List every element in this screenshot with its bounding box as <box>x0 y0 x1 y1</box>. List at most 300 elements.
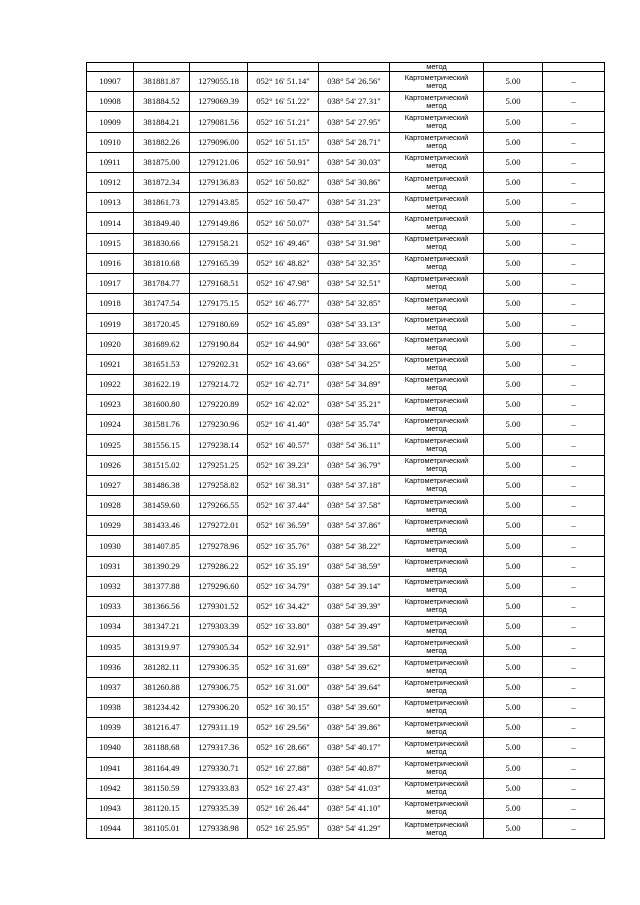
coord-y-cell: 1279251.25 <box>190 455 248 475</box>
coord-x-cell: 381188.68 <box>134 738 190 758</box>
longitude-cell: 038° 54' 39.62" <box>319 657 390 677</box>
coord-y-cell: 1279175.15 <box>190 294 248 314</box>
point-number-cell: 10909 <box>87 112 134 132</box>
method-cell: Картометрический метод <box>390 657 484 677</box>
note-cell: – <box>543 213 605 233</box>
coord-y-cell: 1279296.60 <box>190 576 248 596</box>
table-row <box>87 596 605 616</box>
coord-y-cell: 1279096.00 <box>190 132 248 152</box>
coord-x-cell: 381390.29 <box>134 556 190 576</box>
table-row <box>87 536 605 556</box>
coord-y-cell: 1279303.39 <box>190 617 248 637</box>
point-number-cell: 10917 <box>87 273 134 293</box>
latitude-cell: 052° 16' 51.14" <box>248 72 319 92</box>
method-cell: Картометрический метод <box>390 677 484 697</box>
note-cell: – <box>543 273 605 293</box>
latitude-cell: 052° 16' 26.44" <box>248 798 319 818</box>
accuracy-cell: 5.00 <box>484 395 543 415</box>
table-row <box>87 193 605 213</box>
coord-x-cell: 381884.52 <box>134 92 190 112</box>
table-row <box>87 697 605 717</box>
latitude-cell: 052° 16' 42.71" <box>248 374 319 394</box>
accuracy-cell: 5.00 <box>484 132 543 152</box>
coord-x-cell: 381581.76 <box>134 415 190 435</box>
table-row <box>87 273 605 293</box>
point-number-cell: 10919 <box>87 314 134 334</box>
accuracy-cell: 5.00 <box>484 354 543 374</box>
table-row <box>87 556 605 576</box>
table-row <box>87 778 605 798</box>
coord-x-cell: 381600.80 <box>134 395 190 415</box>
table-row <box>87 314 605 334</box>
latitude-cell: 052° 16' 35.76" <box>248 536 319 556</box>
accuracy-cell: 5.00 <box>484 294 543 314</box>
note-cell: – <box>543 778 605 798</box>
note-cell: – <box>543 677 605 697</box>
point-number-cell: 10943 <box>87 798 134 818</box>
method-cell: Картометрический метод <box>390 556 484 576</box>
note-cell: – <box>543 435 605 455</box>
coord-y-cell: 1279338.98 <box>190 818 248 838</box>
latitude-cell: 052° 16' 35.19" <box>248 556 319 576</box>
coord-x-cell: 381881.87 <box>134 72 190 92</box>
longitude-cell: 038° 54' 27.95" <box>319 112 390 132</box>
longitude-cell: 038° 54' 33.13" <box>319 314 390 334</box>
longitude-cell: 038° 54' 41.10" <box>319 798 390 818</box>
accuracy-cell: 5.00 <box>484 455 543 475</box>
longitude-cell: 038° 54' 31.54" <box>319 213 390 233</box>
longitude-cell: 038° 54' 33.66" <box>319 334 390 354</box>
point-number-cell: 10925 <box>87 435 134 455</box>
table-row <box>87 152 605 172</box>
latitude-cell: 052° 16' 49.46" <box>248 233 319 253</box>
coord-y-cell: 1279333.83 <box>190 778 248 798</box>
longitude-cell: 038° 54' 38.22" <box>319 536 390 556</box>
longitude-cell: 038° 54' 28.71" <box>319 132 390 152</box>
coord-y-cell: 1279069.39 <box>190 92 248 112</box>
accuracy-cell: 5.00 <box>484 818 543 838</box>
coordinates-table <box>86 62 605 839</box>
point-number-cell: 10939 <box>87 718 134 738</box>
note-cell: – <box>543 818 605 838</box>
method-cell: Картометрический метод <box>390 334 484 354</box>
latitude-cell: 052° 16' 43.66" <box>248 354 319 374</box>
table-row <box>87 374 605 394</box>
coord-x-cell: 381875.00 <box>134 152 190 172</box>
note-cell: – <box>543 758 605 778</box>
note-cell: – <box>543 798 605 818</box>
note-cell: – <box>543 738 605 758</box>
note-cell: – <box>543 314 605 334</box>
coord-x-cell: 381164.49 <box>134 758 190 778</box>
coord-y-cell: 1279121.06 <box>190 152 248 172</box>
accuracy-cell: 5.00 <box>484 516 543 536</box>
coord-x-cell: 381830.66 <box>134 233 190 253</box>
accuracy-cell: 5.00 <box>484 637 543 657</box>
method-cell: Картометрический метод <box>390 495 484 515</box>
coord-y-cell: 1279230.96 <box>190 415 248 435</box>
latitude-cell: 052° 16' 50.07" <box>248 213 319 233</box>
coord-x-cell: 381377.88 <box>134 576 190 596</box>
longitude-cell: 038° 54' 40.87" <box>319 758 390 778</box>
longitude-cell: 038° 54' 27.31" <box>319 92 390 112</box>
latitude-cell: 052° 16' 30.15" <box>248 697 319 717</box>
table-row <box>87 495 605 515</box>
accuracy-cell: 5.00 <box>484 657 543 677</box>
note-cell: – <box>543 72 605 92</box>
table-row <box>87 294 605 314</box>
table-row <box>87 818 605 838</box>
longitude-cell: 038° 54' 39.39" <box>319 596 390 616</box>
accuracy-cell: 5.00 <box>484 495 543 515</box>
coord-y-cell: 1279311.19 <box>190 718 248 738</box>
latitude-cell: 052° 16' 38.31" <box>248 475 319 495</box>
point-number-cell: 10912 <box>87 172 134 192</box>
table-row <box>87 718 605 738</box>
point-number-cell: 10913 <box>87 193 134 213</box>
method-cell: Картометрический метод <box>390 718 484 738</box>
coord-y-cell: 1279136.83 <box>190 172 248 192</box>
coord-x-cell: 381433.46 <box>134 516 190 536</box>
method-cell: Картометрический метод <box>390 273 484 293</box>
table-row <box>87 172 605 192</box>
coord-x-cell: 381622.19 <box>134 374 190 394</box>
note-cell: – <box>543 455 605 475</box>
latitude-cell: 052° 16' 44.90" <box>248 334 319 354</box>
table-row <box>87 213 605 233</box>
longitude-cell: 038° 54' 31.23" <box>319 193 390 213</box>
note-cell: – <box>543 697 605 717</box>
coord-y-cell: 1279266.55 <box>190 495 248 515</box>
note-cell: – <box>543 253 605 273</box>
latitude-cell: 052° 16' 28.66" <box>248 738 319 758</box>
note-cell: – <box>543 172 605 192</box>
method-cell: Картометрический метод <box>390 758 484 778</box>
method-cell: Картометрический метод <box>390 818 484 838</box>
note-cell: – <box>543 475 605 495</box>
method-cell: Картометрический метод <box>390 72 484 92</box>
accuracy-cell: 5.00 <box>484 536 543 556</box>
table-row <box>87 72 605 92</box>
coord-y-cell: 1279055.18 <box>190 72 248 92</box>
point-number-cell: 10926 <box>87 455 134 475</box>
accuracy-cell: 5.00 <box>484 556 543 576</box>
note-cell: – <box>543 718 605 738</box>
method-cell: Картометрический метод <box>390 213 484 233</box>
longitude-cell: 038° 54' 36.79" <box>319 455 390 475</box>
coord-y-cell: 1279081.56 <box>190 112 248 132</box>
latitude-cell: 052° 16' 51.22" <box>248 92 319 112</box>
latitude-cell: 052° 16' 50.47" <box>248 193 319 213</box>
note-cell: – <box>543 354 605 374</box>
accuracy-cell: 5.00 <box>484 778 543 798</box>
latitude-cell: 052° 16' 37.44" <box>248 495 319 515</box>
coord-y-cell: 1279272.01 <box>190 516 248 536</box>
table-row <box>87 395 605 415</box>
table-row <box>87 475 605 495</box>
accuracy-cell: 5.00 <box>484 617 543 637</box>
coord-x-cell: 381849.40 <box>134 213 190 233</box>
accuracy-cell: 5.00 <box>484 576 543 596</box>
coord-y-cell: 1279301.52 <box>190 596 248 616</box>
accuracy-cell: 5.00 <box>484 253 543 273</box>
method-cell: Картометрический метод <box>390 516 484 536</box>
longitude-cell: 038° 54' 26.56" <box>319 72 390 92</box>
note-cell: – <box>543 556 605 576</box>
latitude-cell: 052° 16' 41.40" <box>248 415 319 435</box>
latitude-cell: 052° 16' 45.89" <box>248 314 319 334</box>
note-cell: – <box>543 495 605 515</box>
coord-x-cell: 381872.34 <box>134 172 190 192</box>
point-number-cell: 10911 <box>87 152 134 172</box>
coord-x-cell: 381150.59 <box>134 778 190 798</box>
latitude-cell: 052° 16' 27.43" <box>248 778 319 798</box>
point-number-cell: 10922 <box>87 374 134 394</box>
coord-y-cell: 1279168.51 <box>190 273 248 293</box>
coord-y-cell: 1279306.75 <box>190 677 248 697</box>
longitude-cell: 038° 54' 39.58" <box>319 637 390 657</box>
accuracy-cell: 5.00 <box>484 172 543 192</box>
accuracy-cell: 5.00 <box>484 112 543 132</box>
coord-x-cell: 381882.26 <box>134 132 190 152</box>
coord-x-cell: 381407.85 <box>134 536 190 556</box>
coord-y-cell: 1279258.82 <box>190 475 248 495</box>
method-cell: Картометрический метод <box>390 637 484 657</box>
latitude-cell: 052° 16' 47.98" <box>248 273 319 293</box>
latitude-cell: 052° 16' 36.59" <box>248 516 319 536</box>
point-number-cell: 10942 <box>87 778 134 798</box>
latitude-cell: 052° 16' 42.02" <box>248 395 319 415</box>
latitude-cell: 052° 16' 51.15" <box>248 132 319 152</box>
method-cell: Картометрический метод <box>390 172 484 192</box>
longitude-cell: 038° 54' 37.58" <box>319 495 390 515</box>
accuracy-cell: 5.00 <box>484 677 543 697</box>
coord-y-cell: 1279278.96 <box>190 536 248 556</box>
longitude-cell: 038° 54' 34.25" <box>319 354 390 374</box>
point-number-cell: 10920 <box>87 334 134 354</box>
method-cell: Картометрический метод <box>390 455 484 475</box>
point-number-cell: 10936 <box>87 657 134 677</box>
method-cell: Картометрический метод <box>390 314 484 334</box>
point-number-cell: 10916 <box>87 253 134 273</box>
accuracy-cell: 5.00 <box>484 273 543 293</box>
accuracy-cell: 5.00 <box>484 758 543 778</box>
point-number-cell: 10918 <box>87 294 134 314</box>
method-cell: Картометрический метод <box>390 798 484 818</box>
note-cell: – <box>543 112 605 132</box>
point-number-cell: 10921 <box>87 354 134 374</box>
latitude-cell: 052° 16' 34.79" <box>248 576 319 596</box>
latitude-cell: 052° 16' 39.23" <box>248 455 319 475</box>
coord-x-cell: 381260.88 <box>134 677 190 697</box>
longitude-cell: 038° 54' 39.60" <box>319 697 390 717</box>
coord-y-cell: 1279305.34 <box>190 637 248 657</box>
point-number-cell: 10934 <box>87 617 134 637</box>
table-row <box>87 112 605 132</box>
table-row <box>87 132 605 152</box>
note-cell: – <box>543 152 605 172</box>
note-cell: – <box>543 395 605 415</box>
note-cell: – <box>543 132 605 152</box>
point-number-cell: 10907 <box>87 72 134 92</box>
longitude-cell: 038° 54' 32.35" <box>319 253 390 273</box>
latitude-cell: 052° 16' 50.91" <box>248 152 319 172</box>
continued-row <box>87 63 605 72</box>
accuracy-cell: 5.00 <box>484 72 543 92</box>
method-cell: Картометрический метод <box>390 112 484 132</box>
note-cell: – <box>543 617 605 637</box>
longitude-cell: 038° 54' 39.49" <box>319 617 390 637</box>
table-row <box>87 758 605 778</box>
coord-y-cell: 1279180.69 <box>190 314 248 334</box>
table-row <box>87 334 605 354</box>
latitude-cell: 052° 16' 31.00" <box>248 677 319 697</box>
point-number-cell: 10938 <box>87 697 134 717</box>
accuracy-cell: 5.00 <box>484 213 543 233</box>
longitude-cell: 038° 54' 36.11" <box>319 435 390 455</box>
coord-x-cell: 381366.56 <box>134 596 190 616</box>
longitude-cell: 038° 54' 39.64" <box>319 677 390 697</box>
coord-x-cell: 381720.45 <box>134 314 190 334</box>
note-cell: – <box>543 193 605 213</box>
coord-x-cell: 381861.73 <box>134 193 190 213</box>
accuracy-cell: 5.00 <box>484 718 543 738</box>
coord-x-cell: 381689.62 <box>134 334 190 354</box>
coord-y-cell: 1279306.20 <box>190 697 248 717</box>
point-number-cell: 10932 <box>87 576 134 596</box>
method-cell: Картометрический метод <box>390 617 484 637</box>
latitude-cell: 052° 16' 40.57" <box>248 435 319 455</box>
point-number-cell: 10910 <box>87 132 134 152</box>
point-number-cell: 10923 <box>87 395 134 415</box>
point-number-cell: 10929 <box>87 516 134 536</box>
method-cell: Картометрический метод <box>390 435 484 455</box>
table-row <box>87 677 605 697</box>
coord-x-cell: 381216.47 <box>134 718 190 738</box>
longitude-cell: 038° 54' 39.86" <box>319 718 390 738</box>
point-number-cell: 10944 <box>87 818 134 838</box>
accuracy-cell: 5.00 <box>484 92 543 112</box>
longitude-cell: 038° 54' 41.03" <box>319 778 390 798</box>
coord-y-cell: 1279330.71 <box>190 758 248 778</box>
accuracy-cell: 5.00 <box>484 798 543 818</box>
method-cell: Картометрический метод <box>390 475 484 495</box>
point-number-cell: 10914 <box>87 213 134 233</box>
method-cell: Картометрический метод <box>390 576 484 596</box>
latitude-cell: 052° 16' 50.82" <box>248 172 319 192</box>
coord-y-cell: 1279317.36 <box>190 738 248 758</box>
longitude-cell: 038° 54' 32.85" <box>319 294 390 314</box>
table-row <box>87 354 605 374</box>
accuracy-cell: 5.00 <box>484 435 543 455</box>
table-row <box>87 516 605 536</box>
table-row <box>87 253 605 273</box>
method-cell: Картометрический метод <box>390 395 484 415</box>
latitude-cell: 052° 16' 51.21" <box>248 112 319 132</box>
coord-y-cell: 1279143.85 <box>190 193 248 213</box>
point-number-cell: 10930 <box>87 536 134 556</box>
coord-x-cell: 381319.97 <box>134 637 190 657</box>
table-row <box>87 576 605 596</box>
point-number-cell: 10933 <box>87 596 134 616</box>
coord-x-cell: 381459.60 <box>134 495 190 515</box>
table-row <box>87 455 605 475</box>
note-cell: – <box>543 657 605 677</box>
longitude-cell: 038° 54' 35.21" <box>319 395 390 415</box>
accuracy-cell: 5.00 <box>484 415 543 435</box>
coord-x-cell: 381120.15 <box>134 798 190 818</box>
coord-x-cell: 381105.01 <box>134 818 190 838</box>
table-row <box>87 617 605 637</box>
coord-y-cell: 1279158.21 <box>190 233 248 253</box>
table-row <box>87 798 605 818</box>
coord-x-cell: 381515.02 <box>134 455 190 475</box>
longitude-cell: 038° 54' 34.89" <box>319 374 390 394</box>
accuracy-cell: 5.00 <box>484 697 543 717</box>
method-cell: Картометрический метод <box>390 354 484 374</box>
point-number-cell: 10927 <box>87 475 134 495</box>
note-cell: – <box>543 374 605 394</box>
method-cell: Картометрический метод <box>390 294 484 314</box>
longitude-cell: 038° 54' 35.74" <box>319 415 390 435</box>
point-number-cell: 10928 <box>87 495 134 515</box>
point-number-cell: 10941 <box>87 758 134 778</box>
longitude-cell: 038° 54' 31.98" <box>319 233 390 253</box>
latitude-cell: 052° 16' 25.95" <box>248 818 319 838</box>
note-cell: – <box>543 576 605 596</box>
coord-x-cell: 381747.54 <box>134 294 190 314</box>
point-number-cell: 10924 <box>87 415 134 435</box>
longitude-cell: 038° 54' 39.14" <box>319 576 390 596</box>
note-cell: – <box>543 516 605 536</box>
longitude-cell: 038° 54' 30.86" <box>319 172 390 192</box>
table-row <box>87 92 605 112</box>
coord-y-cell: 1279165.39 <box>190 253 248 273</box>
accuracy-cell: 5.00 <box>484 193 543 213</box>
accuracy-cell: 5.00 <box>484 374 543 394</box>
method-cell: Картометрический метод <box>390 738 484 758</box>
accuracy-cell: 5.00 <box>484 233 543 253</box>
method-cell: Картометрический метод <box>390 253 484 273</box>
accuracy-cell: 5.00 <box>484 475 543 495</box>
coord-y-cell: 1279220.89 <box>190 395 248 415</box>
note-cell: – <box>543 596 605 616</box>
coord-y-cell: 1279190.84 <box>190 334 248 354</box>
coord-x-cell: 381556.15 <box>134 435 190 455</box>
method-cell: Картометрический метод <box>390 536 484 556</box>
accuracy-cell: 5.00 <box>484 738 543 758</box>
method-cell: Картометрический метод <box>390 152 484 172</box>
coord-x-cell: 381486.38 <box>134 475 190 495</box>
latitude-cell: 052° 16' 27.88" <box>248 758 319 778</box>
method-cell: Картометрический метод <box>390 193 484 213</box>
coord-y-cell: 1279214.72 <box>190 374 248 394</box>
method-cell: Картометрический метод <box>390 596 484 616</box>
longitude-cell: 038° 54' 38.59" <box>319 556 390 576</box>
note-cell: – <box>543 637 605 657</box>
latitude-cell: 052° 16' 29.56" <box>248 718 319 738</box>
coord-x-cell: 381884.21 <box>134 112 190 132</box>
note-cell: – <box>543 92 605 112</box>
coord-y-cell: 1279238.14 <box>190 435 248 455</box>
note-cell: – <box>543 233 605 253</box>
coord-x-cell: 381282.11 <box>134 657 190 677</box>
method-cell: Картометрический метод <box>390 233 484 253</box>
point-number-cell: 10940 <box>87 738 134 758</box>
longitude-cell: 038° 54' 40.17" <box>319 738 390 758</box>
table-row <box>87 233 605 253</box>
coord-x-cell: 381347.21 <box>134 617 190 637</box>
